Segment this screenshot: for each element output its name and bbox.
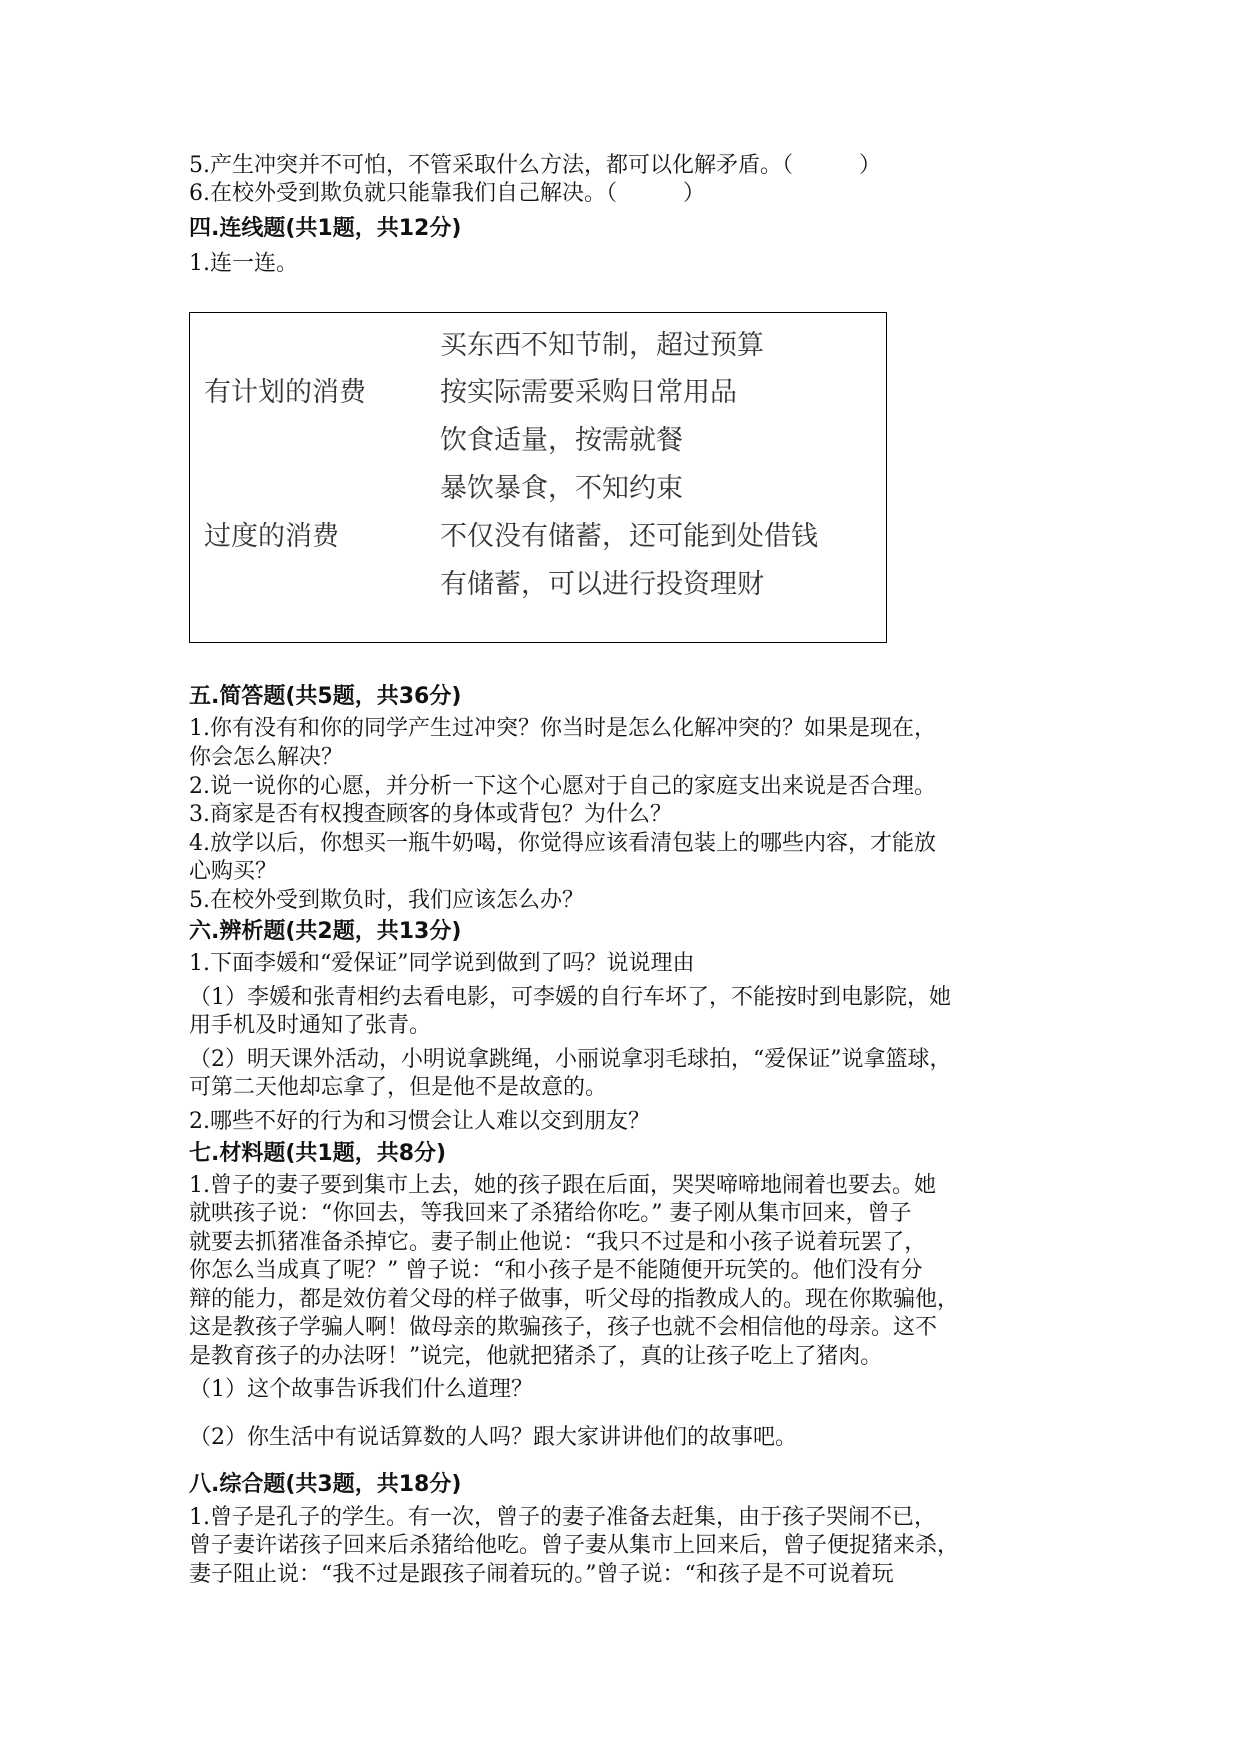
section8-title: 八.综合题(共3题，共18分) (189, 1472, 462, 1497)
section6-q1: 1.下面李媛和“爱保证”同学说到做到了吗？说说理由 (189, 951, 695, 976)
judgement-q5: 5.产生冲突并不可怕，不管采取什么方法，都可以化解矛盾。（ ） (189, 153, 881, 178)
section7-line-6: 这是教孩子学骗人啊！做母亲的欺骗孩子，孩子也就不会相信他的母亲。这不 (189, 1315, 938, 1340)
matching-table (189, 312, 887, 643)
section5-q3: 3.商家是否有权搜查顾客的身体或背包？为什么？ (189, 802, 672, 827)
section7-sub2: （2）你生活中有说话算数的人吗？跟大家讲讲他们的故事吧。 (189, 1425, 797, 1450)
section5-title: 五.简答题(共5题，共36分) (189, 684, 462, 709)
section6-q1-2a: （2）明天课外活动，小明说拿跳绳，小丽说拿羽毛球拍，“爱保证”说拿篮球， (189, 1047, 952, 1072)
section5-q1b: 你会怎么解决？ (189, 745, 344, 770)
section6-q1-1b: 用手机及时通知了张青。 (189, 1013, 432, 1038)
section7-line-2: 就哄孩子说：“你回去，等我回来了杀猪给你吃。” 妻子刚从集市回来，曾子 (189, 1201, 912, 1226)
right-item-2[interactable]: 按实际需要采购日常用品 (440, 377, 737, 408)
section5-q5: 5.在校外受到欺负时，我们应该怎么办？ (189, 888, 584, 913)
section4-title: 四.连线题(共1题，共12分) (189, 216, 462, 241)
section4-q1: 1.连一连。 (189, 251, 298, 276)
section5-q2: 2.说一说你的心愿，并分析一下这个心愿对于自己的家庭支出来说是否合理。 (189, 774, 936, 799)
section7-line-1: 1.曾子的妻子要到集市上去，她的孩子跟在后面，哭哭啼啼地闹着也要去。她 (189, 1173, 936, 1198)
section8-line-3: 妻子阻止说：“我不过是跟孩子闹着玩的。”曾子说：“和孩子是不可说着玩 (189, 1562, 894, 1587)
right-item-6[interactable]: 有储蓄，可以进行投资理财 (440, 569, 764, 600)
section5-q1a: 1.你有没有和你的同学产生过冲突？你当时是怎么化解冲突的？如果是现在， (189, 716, 936, 741)
section6-q1-1a: （1）李媛和张青相约去看电影，可李媛的自行车坏了，不能按时到电影院，她 (189, 985, 951, 1010)
left-item-planned[interactable]: 有计划的消费 (204, 377, 366, 408)
right-item-3[interactable]: 饮食适量，按需就餐 (440, 425, 683, 456)
right-item-5[interactable]: 不仅没有储蓄，还可能到处借钱 (440, 521, 818, 552)
section7-line-5: 辩的能力，都是效仿着父母的样子做事，听父母的指教成人的。现在你欺骗他， (189, 1287, 960, 1312)
right-item-4[interactable]: 暴饮暴食，不知约束 (440, 473, 683, 504)
section5-q4a: 4.放学以后，你想买一瓶牛奶喝，你觉得应该看清包装上的哪些内容，才能放 (189, 831, 936, 856)
section8-line-1: 1.曾子是孔子的学生。有一次，曾子的妻子准备去赶集，由于孩子哭闹不已， (189, 1505, 936, 1530)
section6-q1-2b: 可第二天他却忘拿了，但是他不是故意的。 (189, 1075, 608, 1100)
section5-q4b: 心购买？ (189, 859, 278, 884)
judgement-q6: 6.在校外受到欺负就只能靠我们自己解决。（ ） (189, 181, 705, 206)
section7-line-3: 就要去抓猪准备杀掉它。妻子制止他说：“我只不过是和小孩子说着玩罢了， (189, 1230, 927, 1255)
section7-line-7: 是教育孩子的办法呀！”说完，他就把猪杀了，真的让孩子吃上了猪肉。 (189, 1344, 883, 1369)
section7-title: 七.材料题(共1题，共8分) (189, 1141, 447, 1166)
section6-q2: 2.哪些不好的行为和习惯会让人难以交到朋友？ (189, 1109, 650, 1134)
section6-title: 六.辨析题(共2题，共13分) (189, 919, 462, 944)
section8-line-2: 曾子妻许诺孩子回来后杀猪给他吃。曾子妻从集市上回来后，曾子便捉猪来杀， (189, 1533, 960, 1558)
section7-sub1: （1）这个故事告诉我们什么道理？ (189, 1377, 533, 1402)
left-item-excessive[interactable]: 过度的消费 (204, 521, 339, 552)
section7-line-4: 你怎么当成真了呢？” 曾子说：“和小孩子是不能随便开玩笑的。他们没有分 (189, 1258, 923, 1283)
right-item-1[interactable]: 买东西不知节制，超过预算 (440, 330, 764, 361)
